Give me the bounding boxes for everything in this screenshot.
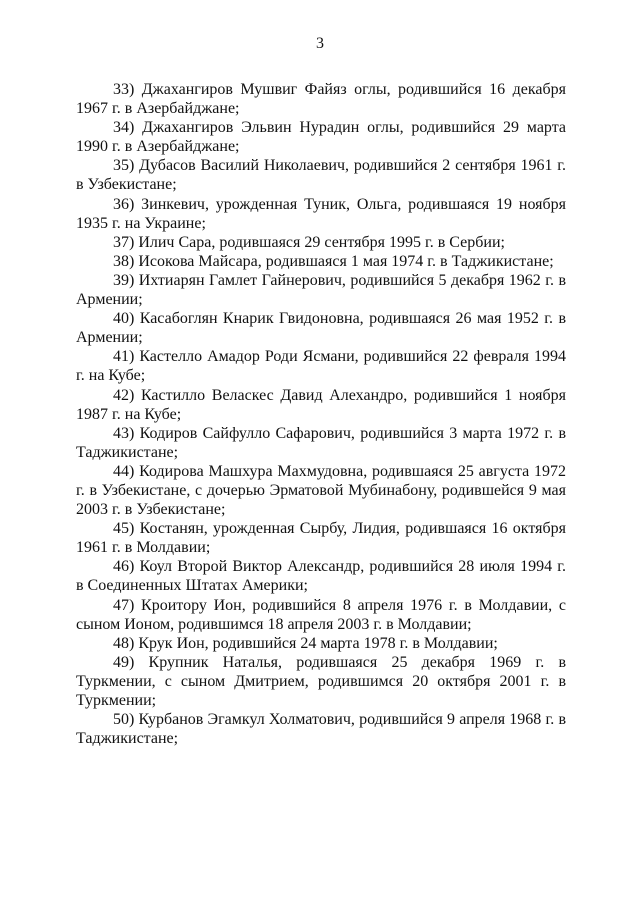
list-item: 47) Кроитору Ион, родившийся 8 апреля 1976 г. в Молдавии, с сыном Ионом, родившимся 18 апреля 2003 г. в Молдавии;	[76, 596, 566, 633]
list-item: 36) Зинкевич, урожденная Туник, Ольга, родившаяся 19 ноября 1935 г. на Украине;	[76, 195, 566, 232]
list-item: 37) Илич Сара, родившаяся 29 сентября 1995 г. в Сербии;	[113, 233, 505, 251]
list-item: 49) Крупник Наталья, родившаяся 25 декабря 1969 г. в Туркмении, с сыном Дмитрием, родившимся 20 октября 2001 г. в Туркмении;	[76, 653, 566, 709]
list-item: 41) Кастелло Амадор Роди Ясмани, родившийся 22 февраля 1994 г. на Кубе;	[76, 348, 566, 385]
list-item: 45) Костанян, урожденная Сырбу, Лидия, родившаяся 16 октября 1961 г. в Молдавии;	[76, 520, 566, 557]
list-item: 42) Кастилло Веласкес Давид Алехандро, родившийся 1 ноября 1987 г. на Кубе;	[76, 386, 566, 423]
list-item: 35) Дубасов Василий Николаевич, родившийся 2 сентября 1961 г. в Узбекистане;	[76, 157, 566, 194]
list-item: 40) Касабоглян Кнарик Гвидоновна, родившаяся 26 мая 1952 г. в Армении;	[76, 310, 566, 347]
list-item: 46) Коул Второй Виктор Александр, родившийся 28 июля 1994 г. в Соединенных Штатах Америки;	[76, 558, 566, 595]
list-item: 34) Джахангиров Эльвин Нурадин оглы, родившийся 29 марта 1990 г. в Азербайджане;	[76, 119, 566, 156]
list-item: 43) Кодиров Сайфулло Сафарович, родившийся 3 марта 1972 г. в Таджикистане;	[76, 424, 566, 461]
list-item: 48) Крук Ион, родившийся 24 марта 1978 г. в Молдавии;	[113, 634, 498, 652]
list-item: 50) Курбанов Эгамкул Холматович, родившийся 9 апреля 1968 г. в Таджикистане;	[76, 711, 566, 748]
page-number: 3	[316, 35, 324, 52]
list-item: 44) Кодирова Машхура Махмудовна, родившаяся 25 августа 1972 г. в Узбекистане, с дочерью Эрматовой Мубинабону, родившейся 9 мая 2003 г. в Узбекистане;	[76, 462, 566, 519]
list-item: 38) Исокова Майсара, родившаяся 1 мая 1974 г. в Таджикистане;	[113, 252, 554, 270]
list-item: 33) Джахангиров Мушвиг Файяз оглы, родившийся 16 декабря 1967 г. в Азербайджане;	[76, 81, 566, 118]
entry-list	[76, 80, 566, 748]
list-item: 39) Ихтиарян Гамлет Гайнерович, родившийся 5 декабря 1962 г. в Армении;	[76, 271, 566, 309]
